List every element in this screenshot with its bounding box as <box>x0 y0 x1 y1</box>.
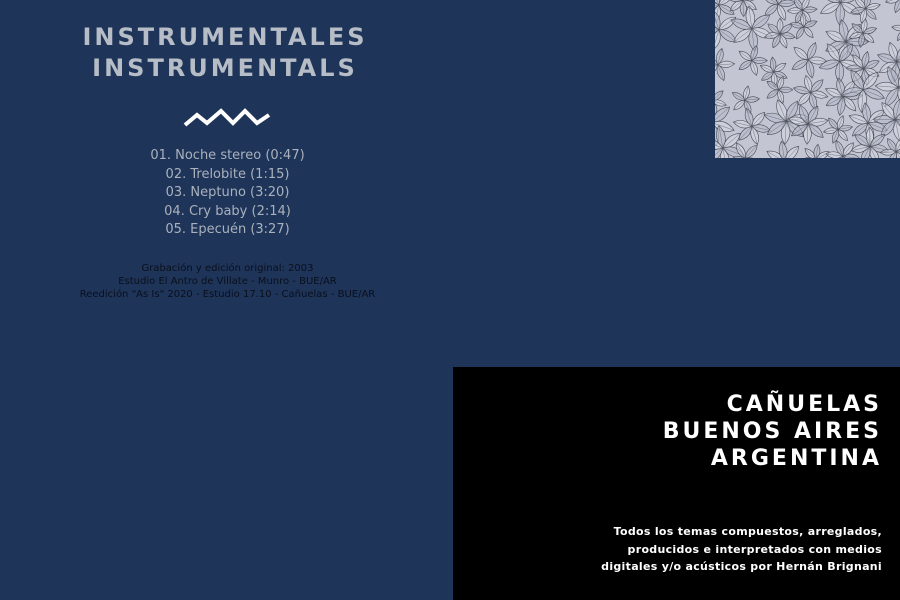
album-title-spanish: INSTRUMENTALES <box>82 23 368 51</box>
track-item: 03. Neptuno (3:20) <box>165 185 290 201</box>
composer-credit <box>601 523 882 576</box>
cover-artwork-image <box>715 0 900 158</box>
album-title-english: INSTRUMENTALS <box>92 54 358 82</box>
track-list <box>0 147 455 240</box>
composer-credit-line: digitales y/o acústicos por Hernán Brignani <box>601 560 882 573</box>
location-block <box>663 391 882 472</box>
credit-line: Estudio El Antro de Villate - Munro - BUE/AR <box>118 276 337 287</box>
location-city: CAÑUELAS <box>726 392 882 417</box>
track-item: 04. Cry baby (2:14) <box>164 203 291 219</box>
info-panel <box>453 367 900 600</box>
composer-credit-line: Todos los temas compuestos, arreglados, <box>613 525 882 538</box>
track-item: 01. Noche stereo (0:47) <box>150 148 305 163</box>
zigzag-wave-icon <box>183 107 271 129</box>
composer-credit-line: producidos e interpretados con medios <box>627 542 882 556</box>
album-title <box>0 22 450 84</box>
credit-line: Grabación y edición original: 2003 <box>141 263 314 274</box>
location-country: ARGENTINA <box>710 446 882 471</box>
track-item: 05. Epecuén (3:27) <box>165 222 290 238</box>
location-province: BUENOS AIRES <box>662 419 882 444</box>
track-item: 02. Trelobite (1:15) <box>165 166 290 182</box>
floral-line-pattern <box>715 0 900 158</box>
recording-credits <box>0 262 455 301</box>
credit-line: Reedición "As Is" 2020 - Estudio 17.10 - Cañuelas - BUE/AR <box>79 289 376 300</box>
